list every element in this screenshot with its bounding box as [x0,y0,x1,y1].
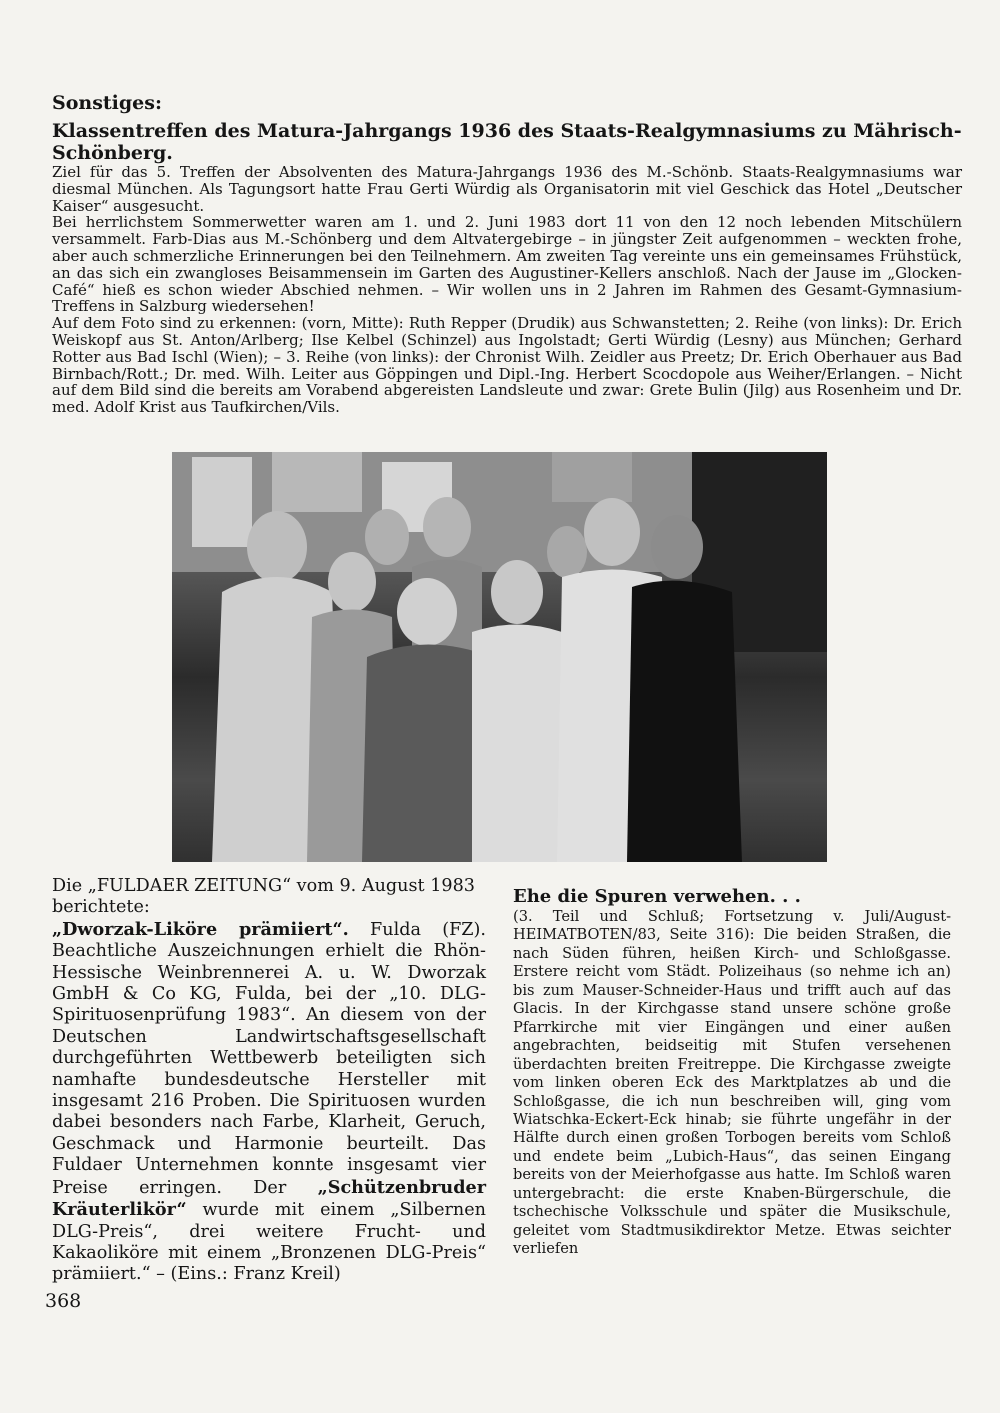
article-paragraph: Auf dem Foto sind zu erkennen: (vorn, Mitte): Ruth Repper (Drudik) aus Schwanstetten; 2. Reihe (von links): Dr. Erich Weiskopf aus St. Anton/Arlberg; Ilse Kelbel (Schinzel) aus Ingolstadt; Gerti Würdig (Lesny) aus München; Gerhard Rotter aus Bad Ischl (Wien); – 3. Reihe (von links): der Chronist Wilh. Zeidler aus Preetz; Dr. Erich Oberhauer aus Bad Birnbach/Rott.; Dr. med. Wilh. Leiter aus Göppingen und Dipl.-Ing. Herbert Scocdopole aus Weiher/Erlangen. – Nicht auf dem Bild sind die bereits am Vorabend abgereisten Landsleute und zwar: Grete Bulin (Jilg) aus Rosenheim und Dr. med. Adolf Krist aus Taufkirchen/Vils. [52,314,962,417]
right-column [513,886,951,1259]
group-photo [172,452,827,862]
group-photo-illustration [172,452,827,862]
article-heading: Ehe die Spuren verwehen. . . [513,886,801,907]
report-text: wurde mit einem „Silbernen DLG-Preis“, drei weitere Frucht- und Kakaoliköre mit einem „Bronzenen DLG-Preis“ prämiiert.“ – (Eins.: Franz Kreil) [52,1200,486,1285]
report-intro: Die „FULDAER ZEITUNG“ vom 9. August 1983 berichtete: [52,876,475,918]
article-body [52,164,962,416]
product-name: „Schützenbruder Kräuterlikör“ [52,1176,486,1221]
article-paragraph: Ziel für das 5. Treffen der Absolventen des Matura-Jahrgangs 1936 des M.-Schönb. Staats-Realgymnasiums war diesmal München. Als Tagungsort hatte Frau Gerti Würdig als Organisatorin mit viel Geschick das Hotel „Deutscher Kaiser“ ausgesucht. [52,163,962,215]
section-label: Sonstiges: [52,92,162,114]
page-number: 368 [45,1290,82,1312]
report-headline: „Dworzak-Liköre prämiiert“. [52,918,349,940]
article-body: (3. Teil und Schluß; Fortsetzung v. Juli/August-HEIMATBOTEN/83, Seite 316): Die beiden Straßen, die nach Süden führen, heißen Kirch- und Schloßgasse. Erstere reicht vom Städt. Polizeihaus (so nehme ich an) bis zum Mauser-Schneider-Haus und trifft auch auf das Glacis. In der Kirchgasse stand unsere schöne große Pfarrkirche mit vier Eingängen und einer außen angebrachten, beidseitig mit Stufen versehenen überdachten breiten Freitreppe. Die Kirchgasse zweigte vom linken oberen Eck des Marktplatzes ab und die Schloßgasse, die ich nun beschreiben will, ging vom Wiatschka-Eckert-Eck hinab; sie führte ungefähr in der Hälfte durch einen großen Torbogen bereits vom Schloß und endete beim „Lubich-Haus“, das seinen Eingang bereits von der Meierhofgasse aus hatte. Im Schloß waren untergebracht: die erste Knaben-Bürgerschule, die tschechische Volksschule und später die Musikschule, geleitet vom Stadtmusikdirektor Metze. Etwas seichter verliefen [513,908,951,1258]
report-body [52,919,486,1286]
report-text: Fulda (FZ). Beachtliche Auszeichnungen erhielt die Rhön-Hessische Weinbrennerei A. u. W. Dworzak GmbH & Co KG, Fulda, bei der „10. DLG-Spirituosenprüfung 1983“. An diesem von der Deutschen Landwirtschaftsgesellschaft durchgeführten Wettbewerb beteiligten sich namhafte bundesdeutsche Hersteller mit insgesamt 216 Proben. Die Spirituosen wurden dabei besonders nach Farbe, Klarheit, Geruch, Geschmack und Harmonie beurteilt. Das Fuldaer Unternehmen konnte insgesamt vier Preise erringen. Der [52,919,486,1198]
left-column [52,876,486,1286]
article-paragraph: Bei herrlichstem Sommerwetter waren am 1. und 2. Juni 1983 dort 11 von den 12 noch lebenden Mitschülern versammelt. Farb-Dias aus M.-Schönberg und dem Altvatergebirge – in jüngster Zeit aufgenommen – weckten frohe, aber auch schmerzliche Erinnerungen bei den Teilnehmern. Am zweiten Tag vereinte uns ein gemeinsames Frühstück, an das sich ein zwangloses Beisammensein im Garten des Augustiner-Kellers anschloß. Nach der Jause im „Glocken-Café“ hieß es schon wieder Abschied nehmen. – Wir wollen uns in 2 Jahren im Rahmen des Gesamt-Gymnasium-Treffens in Salzburg wiedersehen! [52,213,962,316]
article-heading: Klassentreffen des Matura-Jahrgangs 1936 des Staats-Realgymnasiums zu Mährisch-Schönberg. [52,120,962,164]
